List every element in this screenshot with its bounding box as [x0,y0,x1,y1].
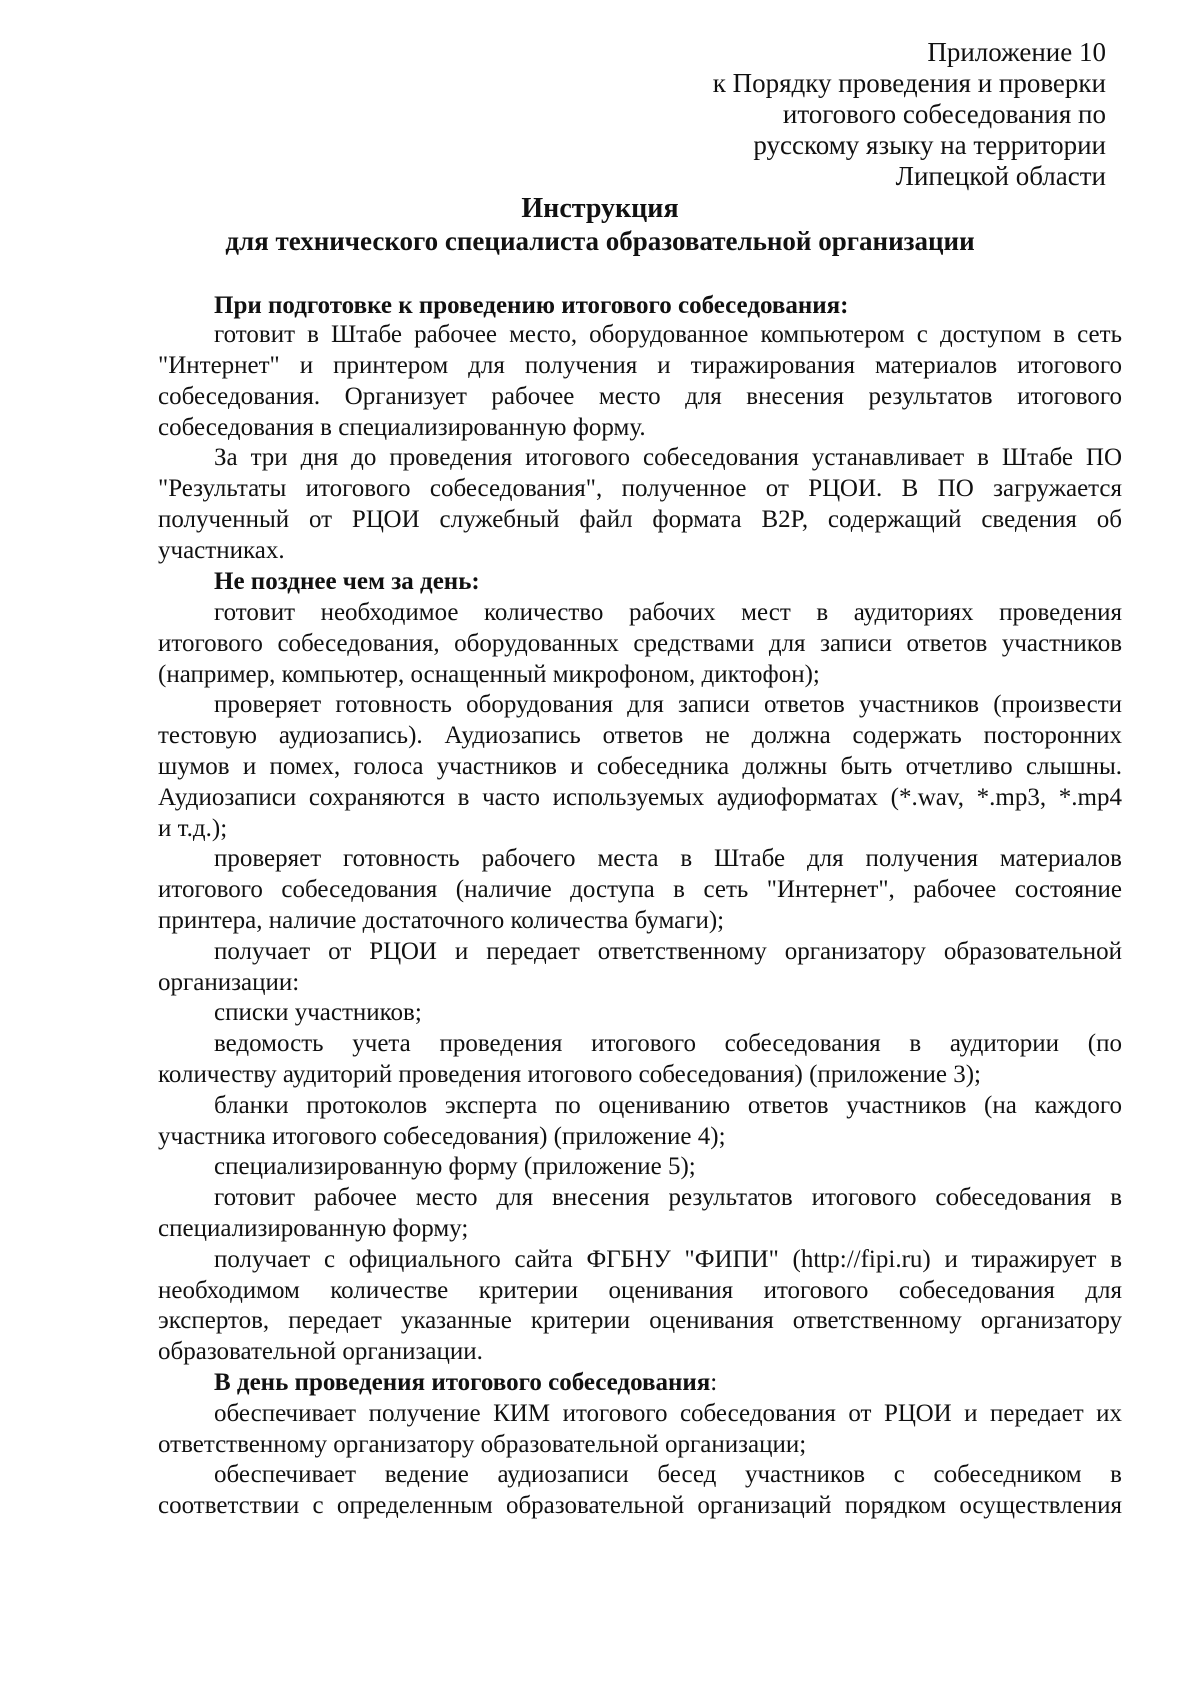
text-line: и т.д.); [158,815,228,842]
section-heading: В день проведения итогового собеседования [214,1369,711,1396]
text-line: готовит необходимое количество рабочих мест в аудиториях проведения [214,599,1122,626]
text-line: собеседования. Организует рабочее место для внесения результатов итогового [158,383,1122,410]
text-line: шумов и помех, голоса участников и собеседника должны быть отчетливо слышны. [158,753,1122,780]
section-heading: Не позднее чем за день: [214,568,480,595]
text-line: принтера, наличие достаточного количества бумаги); [158,907,725,934]
text-line: списки участников; [214,999,422,1026]
text-line: "Интернет" и принтером для получения и тиражирования материалов итогового [158,352,1122,379]
appendix-line: Липецкой области [895,161,1106,191]
text-line: тестовую аудиозапись). Аудиозапись ответов не должна содержать посторонних [158,722,1122,749]
text-line: За три дня до проведения итогового собеседования устанавливает в Штабе ПО [214,444,1122,471]
text-line: Аудиозаписи сохраняются в часто используемых аудиоформатах (*.wav, *.mp3, *.mp4 [158,784,1122,811]
text-line: бланки протоколов эксперта по оцениванию ответов участников (на каждого [214,1092,1122,1119]
heading-colon: : [710,1369,718,1396]
text-line: готовит рабочее место для внесения результатов итогового собеседования в [214,1184,1122,1211]
text-line: получает с официального сайта ФГБНУ "ФИПИ" (http://fipi.ru) и тиражирует в [214,1246,1122,1273]
text-line: ведомость учета проведения итогового собеседования в аудитории (по [214,1030,1122,1057]
document-title: Инструкция [521,193,679,224]
section-heading-line [214,1370,717,1395]
text-line: специализированную форму (приложение 5); [214,1153,696,1180]
text-line: (например, компьютер, оснащенный микрофоном, диктофон); [158,661,820,688]
section-heading: При подготовке к проведению итогового собеседования: [214,292,849,319]
appendix-line: Приложение 10 [927,37,1106,67]
text-line: участника итогового собеседования) (приложение 4); [158,1123,726,1150]
appendix-line: русскому языку на территории [753,130,1106,160]
text-line: образовательной организации. [158,1338,483,1365]
text-line: "Результаты итогового собеседования", полученное от РЦОИ. В ПО загружается [158,475,1122,502]
appendix-line: итогового собеседования по [782,99,1106,129]
text-line: специализированную форму; [158,1215,469,1242]
document-subtitle: для технического специалиста образовательной организации [225,226,975,256]
appendix-line: к Порядку проведения и проверки [712,68,1106,98]
text-line: организации: [158,969,300,996]
text-line: количеству аудиторий проведения итогового собеседования) (приложение 3); [158,1061,981,1088]
text-line: ответственному организатору образовательной организации; [158,1431,807,1458]
text-line: проверяет готовность оборудования для записи ответов участников (произвести [214,691,1122,718]
text-line: экспертов, передает указанные критерии оценивания ответственному организатору [158,1307,1122,1334]
text-line: обеспечивает ведение аудиозаписи бесед участников с собеседником в [214,1461,1122,1488]
text-line: обеспечивает получение КИМ итогового собеседования от РЦОИ и передает их [214,1400,1122,1427]
text-line: собеседования в специализированную форму. [158,414,646,441]
text-line: готовит в Штабе рабочее место, оборудованное компьютером с доступом в сеть [214,321,1122,348]
text-line: проверяет готовность рабочего места в Штабе для получения материалов [214,845,1122,872]
text-line: необходимом количестве критерии оценивания итогового собеседования для [158,1277,1122,1304]
text-line: полученный от РЦОИ служебный файл формата B2P, содержащий сведения об [158,506,1122,533]
text-line: соответствии с определенным образовательной организаций порядком осуществления [158,1492,1122,1519]
text-line: получает от РЦОИ и передает ответственному организатору образовательной [214,938,1122,965]
text-line: итогового собеседования (наличие доступа в сеть "Интернет", рабочее состояние [158,876,1122,903]
text-line: итогового собеседования, оборудованных средствами для записи ответов участников [158,630,1122,657]
text-line: участниках. [158,537,285,564]
